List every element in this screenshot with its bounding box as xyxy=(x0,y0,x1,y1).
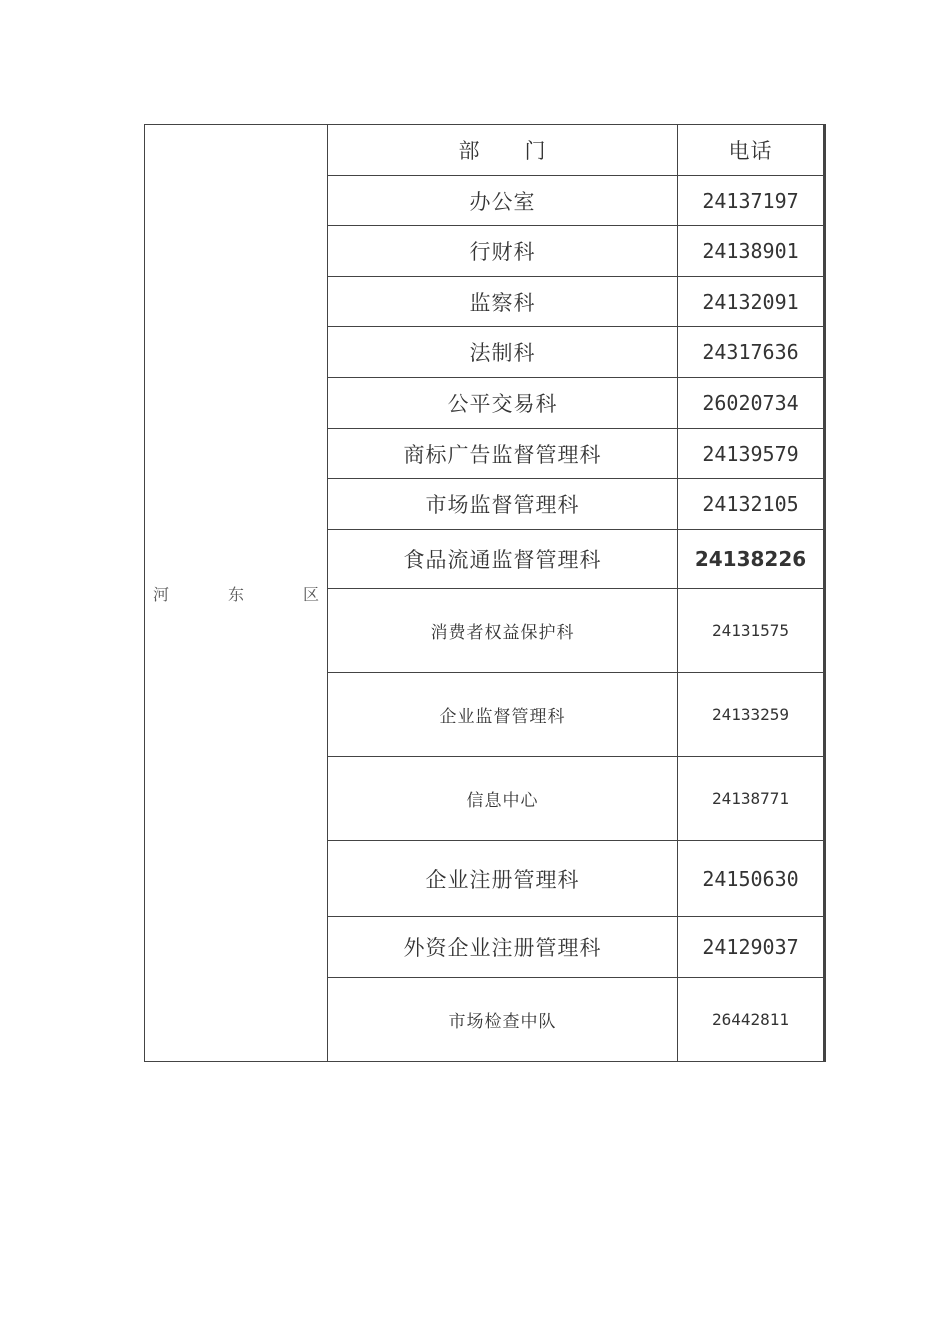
dept-cell: 法制科 xyxy=(328,327,678,378)
dept-cell: 食品流通监督管理科 xyxy=(328,530,678,589)
dept-cell: 行财科 xyxy=(328,226,678,277)
dept-cell: 监察科 xyxy=(328,277,678,327)
phone-cell: 24317636 xyxy=(678,327,825,378)
department-phone-table xyxy=(144,124,826,1062)
phone-cell: 24132105 xyxy=(678,479,825,530)
district-char: 区 xyxy=(302,584,319,604)
dept-cell: 办公室 xyxy=(328,176,678,226)
phone-cell: 24138226 xyxy=(678,530,825,589)
table-header-row xyxy=(145,125,825,176)
phone-cell: 24131575 xyxy=(678,589,825,673)
dept-cell: 信息中心 xyxy=(328,757,678,841)
dept-cell: 外资企业注册管理科 xyxy=(328,917,678,978)
dept-cell: 商标广告监督管理科 xyxy=(328,429,678,479)
header-phone: 电话 xyxy=(678,125,825,176)
district-char: 河 xyxy=(153,584,170,604)
dept-cell: 市场监督管理科 xyxy=(328,479,678,530)
phone-cell: 24133259 xyxy=(678,673,825,757)
phone-cell: 24132091 xyxy=(678,277,825,327)
dept-cell: 企业监督管理科 xyxy=(328,673,678,757)
phone-cell: 24150630 xyxy=(678,841,825,917)
phone-cell: 24129037 xyxy=(678,917,825,978)
phone-cell: 24138771 xyxy=(678,757,825,841)
dept-cell: 市场检查中队 xyxy=(328,978,678,1062)
phone-cell: 24139579 xyxy=(678,429,825,479)
phone-cell: 26442811 xyxy=(678,978,825,1062)
dept-cell: 消费者权益保护科 xyxy=(328,589,678,673)
phone-cell: 24138901 xyxy=(678,226,825,277)
dept-cell: 公平交易科 xyxy=(328,378,678,429)
header-dept: 部 门 xyxy=(328,125,678,176)
district-cell xyxy=(145,125,328,1062)
district-char: 东 xyxy=(227,584,244,604)
phone-cell: 26020734 xyxy=(678,378,825,429)
phone-cell: 24137197 xyxy=(678,176,825,226)
dept-cell: 企业注册管理科 xyxy=(328,841,678,917)
